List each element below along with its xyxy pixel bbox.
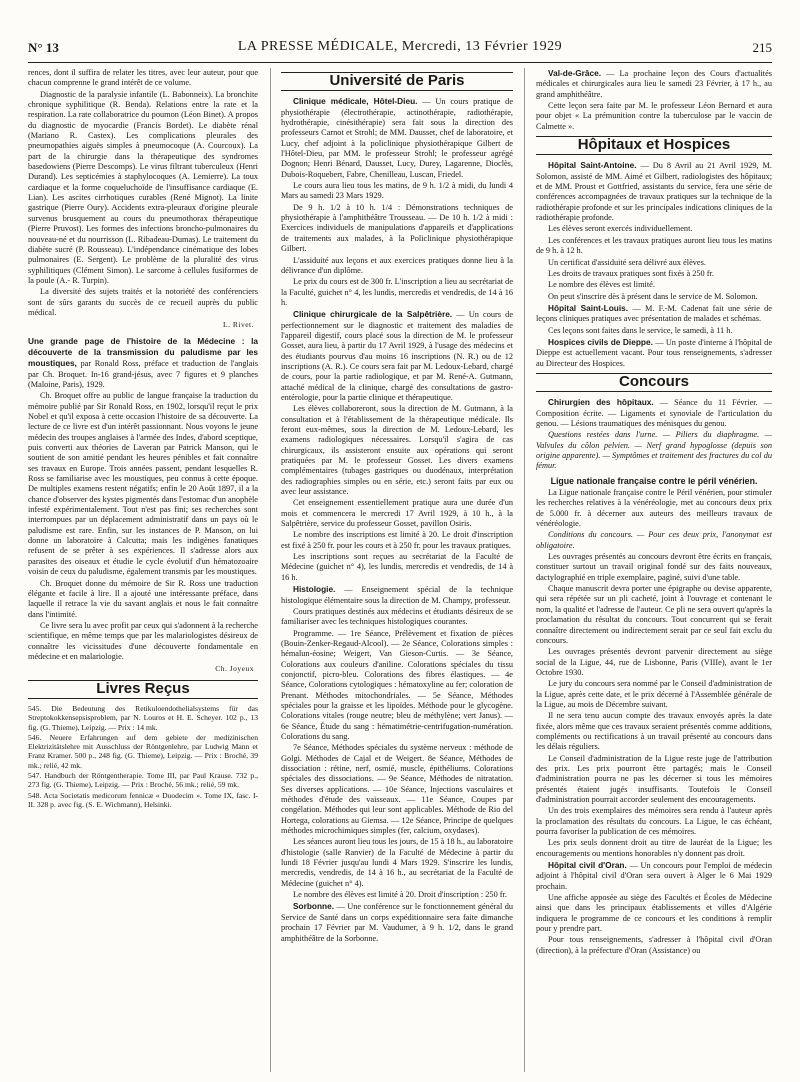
notice: Hospices civils de Dieppe. — Un poste d'interne à l'hôpital de Dieppe est actuellement vacant. Pour tous renseignements, s'adresser au Directeur des Hospices. bbox=[536, 336, 772, 368]
paragraph: Ch. Broquet donne du mémoire de Sir R. Ross une traduction élégante et facile à lire. Il a ajouté une intéressante préface, dans laquelle il retrace la vie du savant anglais et nous le fait connaître dans l'intimité. bbox=[28, 578, 258, 619]
paragraph: Le prix du cours est de 300 fr. L'inscription a lieu au secrétariat de la Faculté, guichet n° 4, les lundis, mercredis et vendredis, de 14 à 16 h. bbox=[281, 277, 513, 307]
paragraph: Le jury du concours sera nommé par le Conseil d'administration de la Ligue, après cette date, et le prix décerné à l'Assemblée générale de la Ligue, au mois de Décembre suivant. bbox=[536, 679, 772, 709]
paragraph: Le cours aura lieu tous les matins, de 9 h. 1/2 à midi, du lundi 4 Mars au samedi 23 Mars 1929. bbox=[281, 181, 513, 201]
section-heading-livres-recus: Livres Reçus bbox=[28, 680, 258, 699]
paragraph: Programme. — 1re Séance, Prélèvement et fixation de pièces (Bouin-Zenker-Regaud-Alcool). — 2e Séance, Colorations simples : hémalun-éosine; Weigert, Van Gieson-Curtis. — 3e Séance, Colorations aux couleurs d'aniline. Colorations spéciales du tissu conjonctif, picro-bleu. Colorations des fibres élastiques. — 4e Séance, Colorations cytologiques : hématoxyline au fer; coloration de Prenant. Méthodes mitochondriales. — 5e Séance, Méthodes spéciales pour la graisse et les lipoïdes. Méthode pour le glycogène. Colorations vitales (rouge neutre; bleu de méthylène; vert Janus). — 6e Séance, Étude du sang : hématimétrie-centrifugation-numération. Colorations du sang. bbox=[281, 628, 513, 741]
column-right bbox=[536, 68, 772, 1072]
notice-title: Hospices civils de Dieppe. bbox=[548, 336, 653, 347]
notice-title: Val-de-Grâce. bbox=[548, 68, 602, 78]
notice-title: Chirurgien des hôpitaux. bbox=[548, 397, 654, 408]
paragraph: Pour tous renseignements, s'adresser à l'hôpital civil d'Oran (direction), à la préfecture d'Oran (Assistance) ou bbox=[536, 935, 772, 955]
paragraph: Ces leçons sont faites dans le service, le samedi, à 11 h. bbox=[548, 325, 733, 335]
notice: Val-de-Grâce. — La prochaine leçon des Cours d'actualités médicales et chirurgicales aura lieu le samedi 23 Février, à 17 h., au grand amphithéâtre. bbox=[536, 68, 772, 99]
page-header bbox=[28, 36, 772, 63]
paragraph: Conditions du concours. — Pour ces deux prix, l'anonymat est obligatoire. bbox=[536, 530, 772, 550]
notice: Hôpital Saint-Antoine. — Du 8 Avril au 21 Avril 1929, M. Solomon, assisté de MM. Aimé et Gilbert, radiologistes des hôpitaux; et de MM. Proust et Gottfried, assistants du service, fera une série de conférences accompagnées de travaux pratiques sur la technique de la radiothérapie profonde et sur les principales indications cliniques de la radiothérapie profonde. bbox=[536, 160, 772, 223]
notice-title: Hôpital Saint-Louis. bbox=[548, 302, 629, 313]
paragraph: Le nombre des inscriptions est limité à 20. Le droit d'inscription est fixé à 250 fr. pour les cours et à 250 fr. pour les travaux pratiques. bbox=[281, 530, 513, 550]
issue-number: N° 13 bbox=[28, 40, 59, 55]
page-number: 215 bbox=[752, 40, 772, 55]
paragraph: La Ligue nationale française contre le Péril vénérien, pour stimuler les recherches relatives à la vénéréologie, met au concours deux prix de 5.000 fr. à décerner aux auteurs des meilleurs travaux de vénéréologie. bbox=[536, 488, 772, 529]
paragraph: Ch. Broquet offre au public de langue française la traduction du mémoire publié par Sir Ronald Ross, en 1902, lorsqu'il reçut le prix Nobel et qu'il exposa à cette occasion l'histoire de sa découverte. La lecture de ce livre est d'un intérêt passionnant. Nous voyons le jeune médecin des troupes anglaises à l'armée des Indes, d'abord sceptique, puis converti aux théories de Laveran par Patrick Manson, qui le soutient de son amitié pendant les heures pénibles et fait connaître ses travaux en Europe. Trois années passent, pendant lesquelles R. Ross se familiarise avec les moustiques, peu connus à cette époque. De multiples examens restent négatifs; enfin le 20 Août 1897, il a la chance d'observer des kystes pigmentés dans l'estomac d'un anophèle infesté expérimentalement. Tout n'est pas fini; ses recherches sont interrompues par un déplacement administratif dans un pays où le paludisme est rare. Enfin, sur les instances de P. Manson, on lui donne un laboratoire à Calcutta; mais les indigènes fanatiques refusent de se prêter à ses expériences. Il s'adresse alors aux parasites des oiseaux et étudie le cycle évolutif d'un hématozoaire voisin de ceux du paludisme, également transmis par les moustiques. bbox=[28, 391, 258, 577]
book-review-title: Une grande page de l'histoire de la Médecine : la découverte de la transmission du paludisme par les moustiques, bbox=[28, 335, 258, 369]
paragraph: Ce livre sera lu avec profit par ceux qui s'adonnent à la recherche scientifique, en même temps que par les malariologistes désireux de connaître les vicissitudes d'une découverte fondamentale en médecine et en malariologie. bbox=[28, 620, 258, 661]
notice-title: Hôpital Saint-Antoine. bbox=[548, 160, 637, 171]
paragraph: Il ne sera tenu aucun compte des travaux envoyés après la date fixée, alors même que ces travaux seraient présentés comme additions, compléments ou rectifications à un travail présenté au concours dans les délais réguliers. bbox=[536, 711, 772, 752]
paragraph: La diversité des sujets traités et la notoriété des conférenciers sont de sûrs garants du succès de ce recueil auprès du public médical. bbox=[28, 287, 258, 317]
notice: Hôpital civil d'Oran. — Un concours pour l'emploi de médecin adjoint à l'hôpital civil d'Oran sera ouvert à Alger le 6 Mai 1929 prochain. bbox=[536, 860, 772, 891]
paragraph: Le nombre des élèves est limité. bbox=[548, 280, 655, 290]
paragraph: Les séances auront lieu tous les jours, de 15 à 18 h., au laboratoire d'histologie (salle Ranvier) de la Faculté de Médecine à partir du lundi 18 Février jusqu'au lundi 4 Mars 1929. S'inscrire les lundis, mercredis, vendredis, de 14 à 16 h., au secrétariat de la Faculté de Médecine (guichet n° 4). bbox=[281, 837, 513, 888]
paragraph: Cours pratiques destinés aux médecins et étudiants désireux de se familiariser avec les techniques histologiques courantes. bbox=[281, 606, 513, 627]
book-review-heading bbox=[28, 336, 258, 391]
author-signature: L. Rivet. bbox=[223, 320, 254, 330]
book-entry: 546. Neuere Erfahrungen auf dem gebiete der medizinischen Elektrizitätslehre mit Ausschluss der Röntgenlehre, par Ludwig Mann et Franz Kramer. 500 p., 248 fig. (G. Thieme), Leipzig. — Prix : Broché, 39 mk.; relié, 42 mk. bbox=[28, 732, 258, 770]
section-heading-hopitaux: Hôpitaux et Hospices bbox=[536, 136, 772, 155]
book-entry: 547. Handbuch der Röntgentherapie. Tome III, par Paul Krause. 732 p., 273 fig. (G. Thieme), Leipzig. — Prix : Broché, 56 mk.; relié, 59 mk. bbox=[28, 771, 258, 790]
paragraph: On peut s'inscrire dès à présent dans le service de M. Solomon. bbox=[548, 291, 758, 301]
notice: Clinique chirurgicale de la Salpêtrière. — Un cours de perfectionnement sur le diagnostic et traitement des maladies de l'appareil digestif, cours placé sous la direction de M. le professeur Gosset, aura lieu, à partir du 17 Avril 1929, à l'usage des médecins et des étudiants pourvus d'au moins 16 inscriptions (N. R.) ou de 12 inscriptions (A. R.). Ce cours sera fait par M. Ledoux-Lebard, chargé de cours, pour la partie radiologique, et par M. René-A. Gutmann, attaché médical de la clinique, chargé des consultations de gastro-entérologie, pour la partie clinique et thérapeutique. bbox=[281, 309, 513, 402]
paragraph: Le Conseil d'administration de la Ligue reste juge de l'attribution des prix. Les prix pourront être partagés; mais le Conseil d'administration pourra ne pas les décerner si tous les mémoires présentés étaient jugés insuffisants. Toutefois le Conseil d'administration pourrait accorder seulement des encouragements. bbox=[536, 753, 772, 804]
paragraph: Les prix seuls donnent droit au titre de lauréat de la Ligue; les encouragements ou mentions honorables n'y donnent pas droit. bbox=[536, 838, 772, 858]
notice-title: Clinique médicale, Hôtel-Dieu. bbox=[293, 96, 418, 107]
notice: Clinique médicale, Hôtel-Dieu. — Un cours pratique de physiothérapie (électrothérapie, actinothérapie, radiothérapie, hydrothérapie, cinésithérapie) sera fait sous la direction des professeurs Carnot et Strohl; de MM. Dausset, chef de laboratoire, et Lucy, chef adjoint à la policlinique physiothérapique Gilbert de l'Hôtel-Dieu, par MM. le professeur Strohl; le professeur agrégé Dognon; Henri Bénard, Dausset, Lucy, Durey, Lagarenne, Dioclès, Dubois-Roquebert, Fabre, Chenilleau, Luscan, Friedel. bbox=[281, 96, 513, 179]
paragraph: 7e Séance, Méthodes spéciales du système nerveux : méthode de Golgi. Méthodes de Cajal et de Weigert. 8e Séance, Méthodes de dissociation : rétine, nerf, osmié, muscle, épithéliums. Colorations spéciales des dissociations. — 9e Séance, Méthodes de nitratation. Ses diverses applications. — 10e Séance, Injections vasculaires et méthodes d'étude des vaisseaux. — 11e Séance, Coupes par congélation. Méthodes qui leur sont applicables. Méthode de Rio del Hortega, colorations au Giemsa. — 12e Séance, Principe de quelques méthodes microchimiques simples (fer, calcium, oxydases). bbox=[281, 743, 513, 836]
notice: Chirurgien des hôpitaux. — Séance du 11 Février. — Composition écrite. — Ligaments et synoviale de l'articulation du genou. — Lésions traumatiques des ménisques du genou. bbox=[536, 397, 772, 428]
book-entry: 545. Die Bedeutung des Retikuloendothelialsystems für das Streptokokkensepsisproblem, par N. Louros et H. E. Scheyer. 102 p., 13 fig. (G. Thieme), Leipzig. — Prix : 14 mk. bbox=[28, 703, 258, 732]
paragraph: Les conférences et les travaux pratiques auront lieu tous les matins de 9 h. à 12 h. bbox=[536, 235, 772, 256]
paragraph: Questions restées dans l'urne. — Piliers du diaphragme. — Valvules du côlon pelvien. — Nerf grand hypoglosse (depuis son origine apparente). — Symptômes et traitement des fractures du col du fémur. bbox=[536, 430, 772, 471]
section-heading-concours: Concours bbox=[536, 373, 772, 392]
notice: Hôpital Saint-Louis. — M. F.-M. Cadenat fait une série de leçons cliniques pratiques avec présentation de malades et schémas. bbox=[536, 302, 772, 324]
notice: Sorbonne. — Une conférence sur le fonctionnement général du Service de Santé dans un corps expéditionnaire sera faite dimanche prochain 17 Février par M. Vaudumer, à 9 h. 1/2, dans le grand amphithéâtre de la Sorbonne. bbox=[281, 901, 513, 943]
paragraph: rences, dont il suffira de relater les titres, avec leur auteur, pour que chacun comprenne le grand intérêt de ce volume. bbox=[28, 68, 258, 88]
paragraph: Les ouvrages présentés devront parvenir directement au siège social de la Ligue, 44, rue de Lisbonne, Paris (VIIIe), avant le 1er Octobre 1930. bbox=[536, 647, 772, 677]
section-heading-universite: Université de Paris bbox=[281, 72, 513, 91]
column-left bbox=[28, 68, 258, 1072]
paragraph: Une affiche apposée au siège des Facultés et Écoles de Médecine ainsi que dans les principaux établissements et villes d'Algérie indiquera le programme de ce concours et les conditions à remplir pour y prendre part. bbox=[536, 893, 772, 934]
notice: Histologie. — Enseignement spécial de la technique histologique élémentaire sous la direction de M. Champy, professeur. bbox=[281, 584, 513, 605]
notice-title: Histologie. bbox=[293, 584, 336, 595]
paragraph: Diagnostic de la paralysie infantile (L. Babonneix). La bronchite chronique syphilitique (R. Benda). Relations entre la rate et la respiration. La rate collaboratrice du poumon (Léon Binet). A propos du diagnostic de myocardie (Francis Bordet). Le diabète rénal (Mariano R. Castex). Les complications pleurales des pneumopathies aiguës simples à pneumocoque (A. Courcoux). La part de la chirurgie dans la thérapeutique des syndromes basedowiens (Pierre Descomps). Le virus filtrant tuberculeux (Henri Durand). Les septicémies à staphylocoques (A. Lemierre). La toux cardiaque et la forme coqueluchoïde de l'insuffisance cardiaque (E. Lian). Les ascites cirrhotiques curables (René Mignot). La linite gastrique (Pierre Oury). Accidents extra-pleuraux d'origine pleurale survenus brusquement au cours du pneumothorax thérapeutique (Pierre Pruvost). Les formes des infections broncho-pulmonaires du nouveau-né et du nourrisson (L. Ribadeau-Dumas). Le traitement du diabète sucré (P. Rousseau). L'indépendance cinématique des lobes pulmonaires (E. Sergent). Le problème de la pluralité des virus syphilitiques (Clément Simon). Le sarcome à cellules fusiformes de la poule (A.- R. Turpin). bbox=[28, 89, 258, 285]
paragraph: Cet enseignement essentiellement pratique aura une durée d'un mois et commencera le mercredi 17 Avril 1929, à 10 h., à la Salpêtrière, service du professeur Gosset, pavillon Osiris. bbox=[281, 498, 513, 529]
journal-title: LA PRESSE MÉDICALE, Mercredi, 13 Février 1929 bbox=[237, 39, 563, 54]
paragraph: Les élèves seront exercés individuellement. bbox=[548, 224, 693, 234]
notice-title: Clinique chirurgicale de la Salpêtrière. bbox=[293, 309, 453, 320]
book-review-meta: par Ronald Ross, préface et traduction de l'anglais par Ch. Broquet. In-16 grand-jésus, avec 7 figures et 9 planches (Maloine, Paris), 1929. bbox=[28, 359, 258, 389]
paragraph: Le nombre des élèves est limité à 20. Droit d'inscription : 250 fr. bbox=[293, 890, 507, 900]
column-divider bbox=[524, 68, 525, 1072]
notice-title: Sorbonne. bbox=[293, 901, 335, 912]
paragraph: Chaque manuscrit devra porter une épigraphe ou devise apparente, qui sera répétée sur un pli cacheté, joint à l'ouvrage et contenant le nom, la qualité et l'adresse de l'auteur. Ce pli ne sera ouvert qu'après la proclamation du résultat du concours. Tout concurrent qui se ferait connaître directement ou indirectement serait par ce seul fait exclu du concours. bbox=[536, 584, 772, 645]
paragraph: Les droits de travaux pratiques sont fixés à 250 fr. bbox=[548, 268, 714, 278]
notice-title-centered: Ligue nationale française contre le péril vénérien. bbox=[550, 475, 758, 486]
column-middle bbox=[281, 68, 513, 1072]
paragraph: Un des trois exemplaires des mémoires sera rendu à l'auteur après la proclamation des résultats du concours. La Ligue, le cas échéant, pourra favoriser la publication de ces mémoires. bbox=[536, 806, 772, 837]
paragraph: Les ouvrages présentés au concours devront être écrits en français, constituer surtout un travail original fondé sur des faits nouveaux, dactylographié en triple exemplaire, paginé, suivi d'une table. bbox=[536, 552, 772, 582]
author-signature: Ch. Joyeux bbox=[215, 664, 254, 674]
paragraph: Cette leçon sera faite par M. le professeur Léon Bernard et aura pour objet « La prémunition contre la tuberculose par le vaccin de Calmette ». bbox=[536, 101, 772, 131]
paragraph: Les élèves collaboreront, sous la direction de M. Gutmann, à la consultation et à l'établissement de la thérapeutique médicale. Ils feront eux-mêmes, sous la direction de M. Ledoux-Lebard, les examens radiologiques nécessaires. Lorsqu'il s'agira de cas chirurgicaux, ils assisteront ensuite aux opérations qui seront pratiquées par M. le professeur Gosset. Les divers examens complémentaires (tubages gastriques ou duodénaux, interprétation des radiographies simples ou en série, etc.) seront faits par eux ou avec leur assistance. bbox=[281, 404, 513, 497]
book-entry: 548. Acta Societatis medicorum fennicæ « Duodecim ». Tome IX, fasc. I-II. 328 p. avec fig. (S. E. Wichmann), Helsinki. bbox=[28, 790, 258, 809]
paragraph: De 9 h. 1/2 à 10 h. 1/4 : Démonstrations techniques de physiothérapie à l'amphithéâtre Trousseau. — De 10 h. 1/2 à midi : Exercices individuels de manipulations d'appareils et d'applications de traitements aux malades, à la Policlinique physiothérapique Gilbert. bbox=[281, 202, 513, 254]
paragraph: Les inscriptions sont reçues au secrétariat de la Faculté de Médecine (guichet n° 4), les lundis, mercredis et vendredis, de 14 à 16 h. bbox=[281, 552, 513, 582]
paragraph: L'assiduité aux leçons et aux exercices pratiques donne lieu à la délivrance d'un diplôme. bbox=[281, 255, 513, 275]
column-divider bbox=[270, 68, 271, 1072]
notice-title: Hôpital civil d'Oran. bbox=[548, 860, 627, 871]
paragraph: Un certificat d'assiduité sera délivré aux élèves. bbox=[548, 257, 706, 267]
